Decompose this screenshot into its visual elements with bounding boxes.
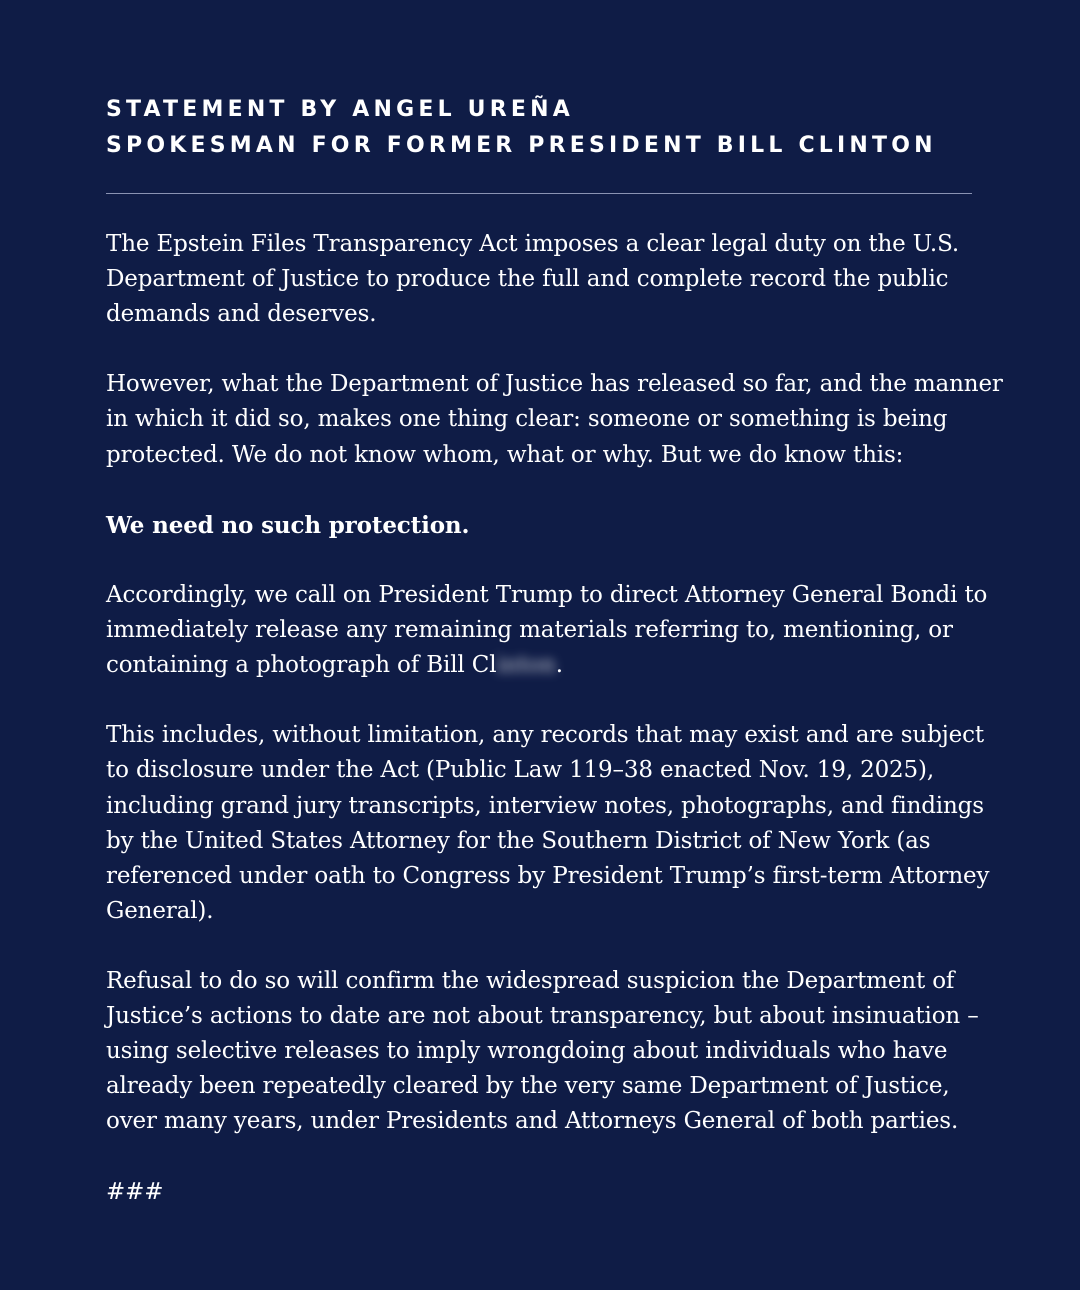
header-divider	[106, 193, 972, 194]
paragraph-transparency-act: The Epstein Files Transparency Act imposes a clear legal duty on the U.S. Department of Justice to produce the full and complete record the public demands and deserves.	[106, 231, 960, 328]
blurred-name: inton	[496, 652, 556, 679]
call-to-release-text: Accordingly, we call on President Trump to direct Attorney General Bondi to immediately release any remaining materials referring to, mentioning, or containing a photograph of Bill Cl	[106, 581, 988, 679]
paragraph-protection-concern: However, what the Department of Justice has released so far, and the manner in which it did so, makes one thing clear: someone or something is being protected. We do not know whom, what or why. But we do know this:	[106, 371, 1003, 468]
paragraph-call-to-release	[106, 578, 1006, 683]
paragraph-no-protection: We need no such protection.	[106, 511, 470, 539]
header-subtitle: SPOKESMAN FOR FORMER PRESIDENT BILL CLINTON	[106, 133, 937, 158]
end-mark: ###	[106, 1178, 164, 1205]
call-to-release-period: .	[555, 652, 563, 679]
statement-body	[106, 227, 1006, 1245]
paragraph-refusal-consequence: Refusal to do so will confirm the widespread suspicion the Department of Justice’s actions to date are not about transparency, but about insinuation – using selective releases to imply wrongdoing about individuals who have already been repeatedly cleared by the very same Department of Justice, over many years, under Presidents and Attorneys General of both parties.	[106, 967, 979, 1135]
statement-header	[106, 92, 986, 164]
paragraph-records-included: This includes, without limitation, any records that may exist and are subject to disclosure under the Act (Public Law 119–38 enacted Nov. 19, 2025), including grand jury transcripts, interview notes, photographs, and findings by the United States Attorney for the Southern District of New York (as referenced under oath to Congress by President Trump’s first-term Attorney General).	[106, 722, 990, 924]
header-title: STATEMENT BY ANGEL UREÑA	[106, 97, 574, 122]
